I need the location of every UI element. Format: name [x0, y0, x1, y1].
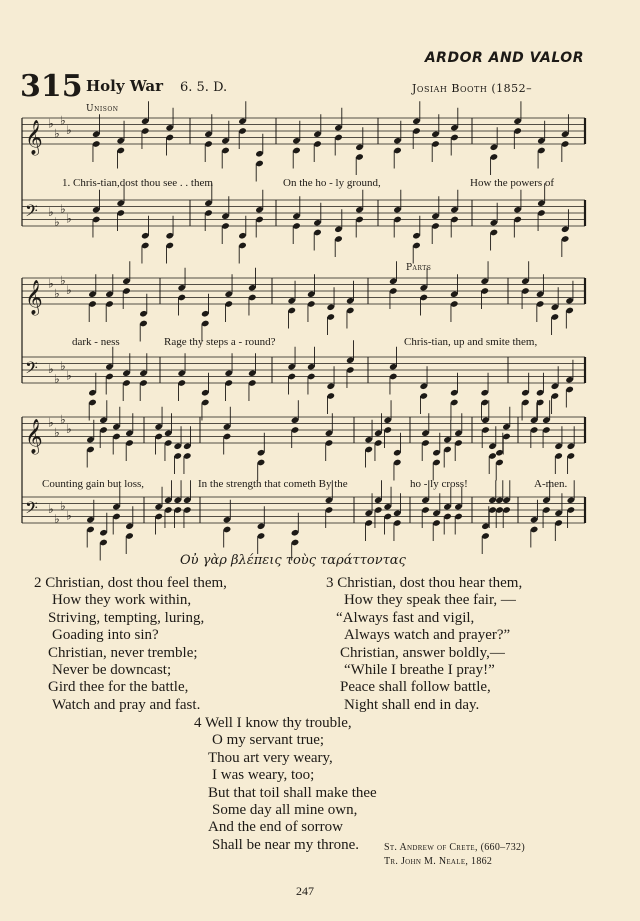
- lyric-line2-c: Chris-tian, up and smite them,: [404, 336, 538, 348]
- lyric-line2-b: Rage thy steps a - round?: [164, 336, 276, 348]
- stanza-line: Never be downcast;: [52, 662, 172, 679]
- greek-inscription: Οὐ γὰρ βλέπεις τοὺς ταράττοντας: [180, 553, 406, 568]
- treble-clef: 𝄞: [25, 419, 43, 454]
- flat-sign: ♭: [48, 502, 54, 516]
- stanza-line: “Always fast and vigil,: [336, 609, 475, 626]
- tune-name: Holy War: [86, 77, 163, 95]
- lyric-line3-d: A-men.: [534, 478, 568, 490]
- treble-clef: 𝄞: [25, 120, 43, 155]
- stanza-line: Christian, never tremble;: [48, 644, 198, 661]
- bass-clef: 𝄢: [25, 357, 38, 382]
- flat-sign: ♭: [66, 283, 72, 297]
- bass-clef: 𝄢: [25, 497, 38, 522]
- stanza-line: Striving, tempting, luring,: [48, 609, 205, 626]
- translator-credit: Tr. John M. Neale, 1862: [384, 856, 493, 867]
- stanza-line: I was weary, too;: [212, 767, 315, 784]
- stanza-line: Gird thee for the battle,: [48, 679, 189, 696]
- stanza-line: Night shall end in day.: [344, 696, 480, 713]
- lyric-line3-b: In the strength that cometh By the: [198, 478, 348, 490]
- page-number: 247: [296, 884, 314, 898]
- stanza-line: Thou art very weary,: [208, 749, 333, 766]
- flat-sign: ♭: [54, 511, 60, 526]
- flat-sign: ♭: [54, 126, 60, 141]
- stanza-3: [326, 575, 522, 714]
- flat-sign: ♭: [48, 415, 54, 430]
- flat-sign: ♭: [54, 425, 60, 440]
- stanza-4: [194, 715, 377, 854]
- stanza-line: Christian, answer boldly,—: [340, 644, 505, 661]
- flat-sign: ♭: [66, 368, 72, 383]
- flat-sign: ♭: [48, 276, 54, 291]
- flat-sign: ♭: [48, 362, 54, 376]
- flat-sign: ♭: [60, 273, 66, 288]
- lyric-line1-c: How the powers of: [470, 177, 555, 189]
- flat-sign: ♭: [66, 508, 72, 523]
- stanza-line: “While I breathe I pray!”: [344, 662, 495, 679]
- lyric-line2-a: dark - ness: [72, 336, 120, 348]
- flat-sign: ♭: [60, 113, 66, 128]
- flat-sign: ♭: [60, 201, 66, 216]
- parts-mark: Parts: [406, 263, 432, 273]
- stanza-line: 3 Christian, dost thou hear them,: [326, 575, 523, 591]
- lyric-line3-a: Counting gain but loss,: [42, 478, 145, 490]
- flat-sign: ♭: [66, 422, 72, 436]
- stanza-line: Always watch and prayer?”: [344, 627, 511, 644]
- hymn-number: 315: [20, 69, 83, 104]
- stanza-line: How they speak thee fair, —: [344, 592, 516, 609]
- stanza-line: Some day all mine own,: [212, 802, 358, 819]
- stanza-line: Goading into sin?: [52, 627, 159, 644]
- flat-sign: ♭: [54, 214, 60, 229]
- flat-sign: ♭: [66, 211, 72, 226]
- lyric-line3-c: ho - ly cross!: [410, 478, 468, 490]
- lyric-line1-b: On the ho - ly ground,: [283, 177, 381, 189]
- stanza-line: O my servant true;: [212, 732, 325, 749]
- stanza-line: Shall be near my throne.: [212, 836, 360, 853]
- bass-clef: 𝄢: [25, 200, 38, 225]
- stanza-line: 2 Christian, dost thou feel them,: [34, 575, 227, 591]
- stanza-line: But that toil shall make thee: [208, 784, 377, 801]
- flat-sign: ♭: [60, 412, 66, 427]
- stanza-line: 4 Well I know thy trouble,: [194, 715, 352, 731]
- composer: Josiah Booth (1852–: [412, 82, 533, 95]
- meter: 6. 5. D.: [180, 80, 228, 95]
- flat-sign: ♭: [54, 371, 60, 386]
- section-title: ARDOR AND VALOR: [424, 50, 584, 66]
- author-credit: St. Andrew of Crete, (660–732): [384, 842, 525, 853]
- stanza-line: Watch and pray and fast.: [52, 696, 201, 713]
- flat-sign: ♭: [54, 286, 60, 301]
- unison-mark: Unison: [86, 104, 119, 114]
- stanza-line: How they work within,: [52, 592, 192, 609]
- flat-sign: ♭: [48, 205, 54, 219]
- flat-sign: ♭: [60, 358, 66, 373]
- flat-sign: ♭: [60, 498, 66, 513]
- stanza-line: And the end of sorrow: [208, 819, 343, 836]
- flat-sign: ♭: [66, 123, 72, 137]
- treble-clef: 𝄞: [25, 280, 43, 315]
- stanza-line: Peace shall follow battle,: [340, 679, 491, 696]
- lyric-line1-a: 1. Chris-tian,dost thou see . . them: [62, 177, 213, 189]
- flat-sign: ♭: [48, 116, 54, 131]
- stanza-2: [34, 575, 227, 714]
